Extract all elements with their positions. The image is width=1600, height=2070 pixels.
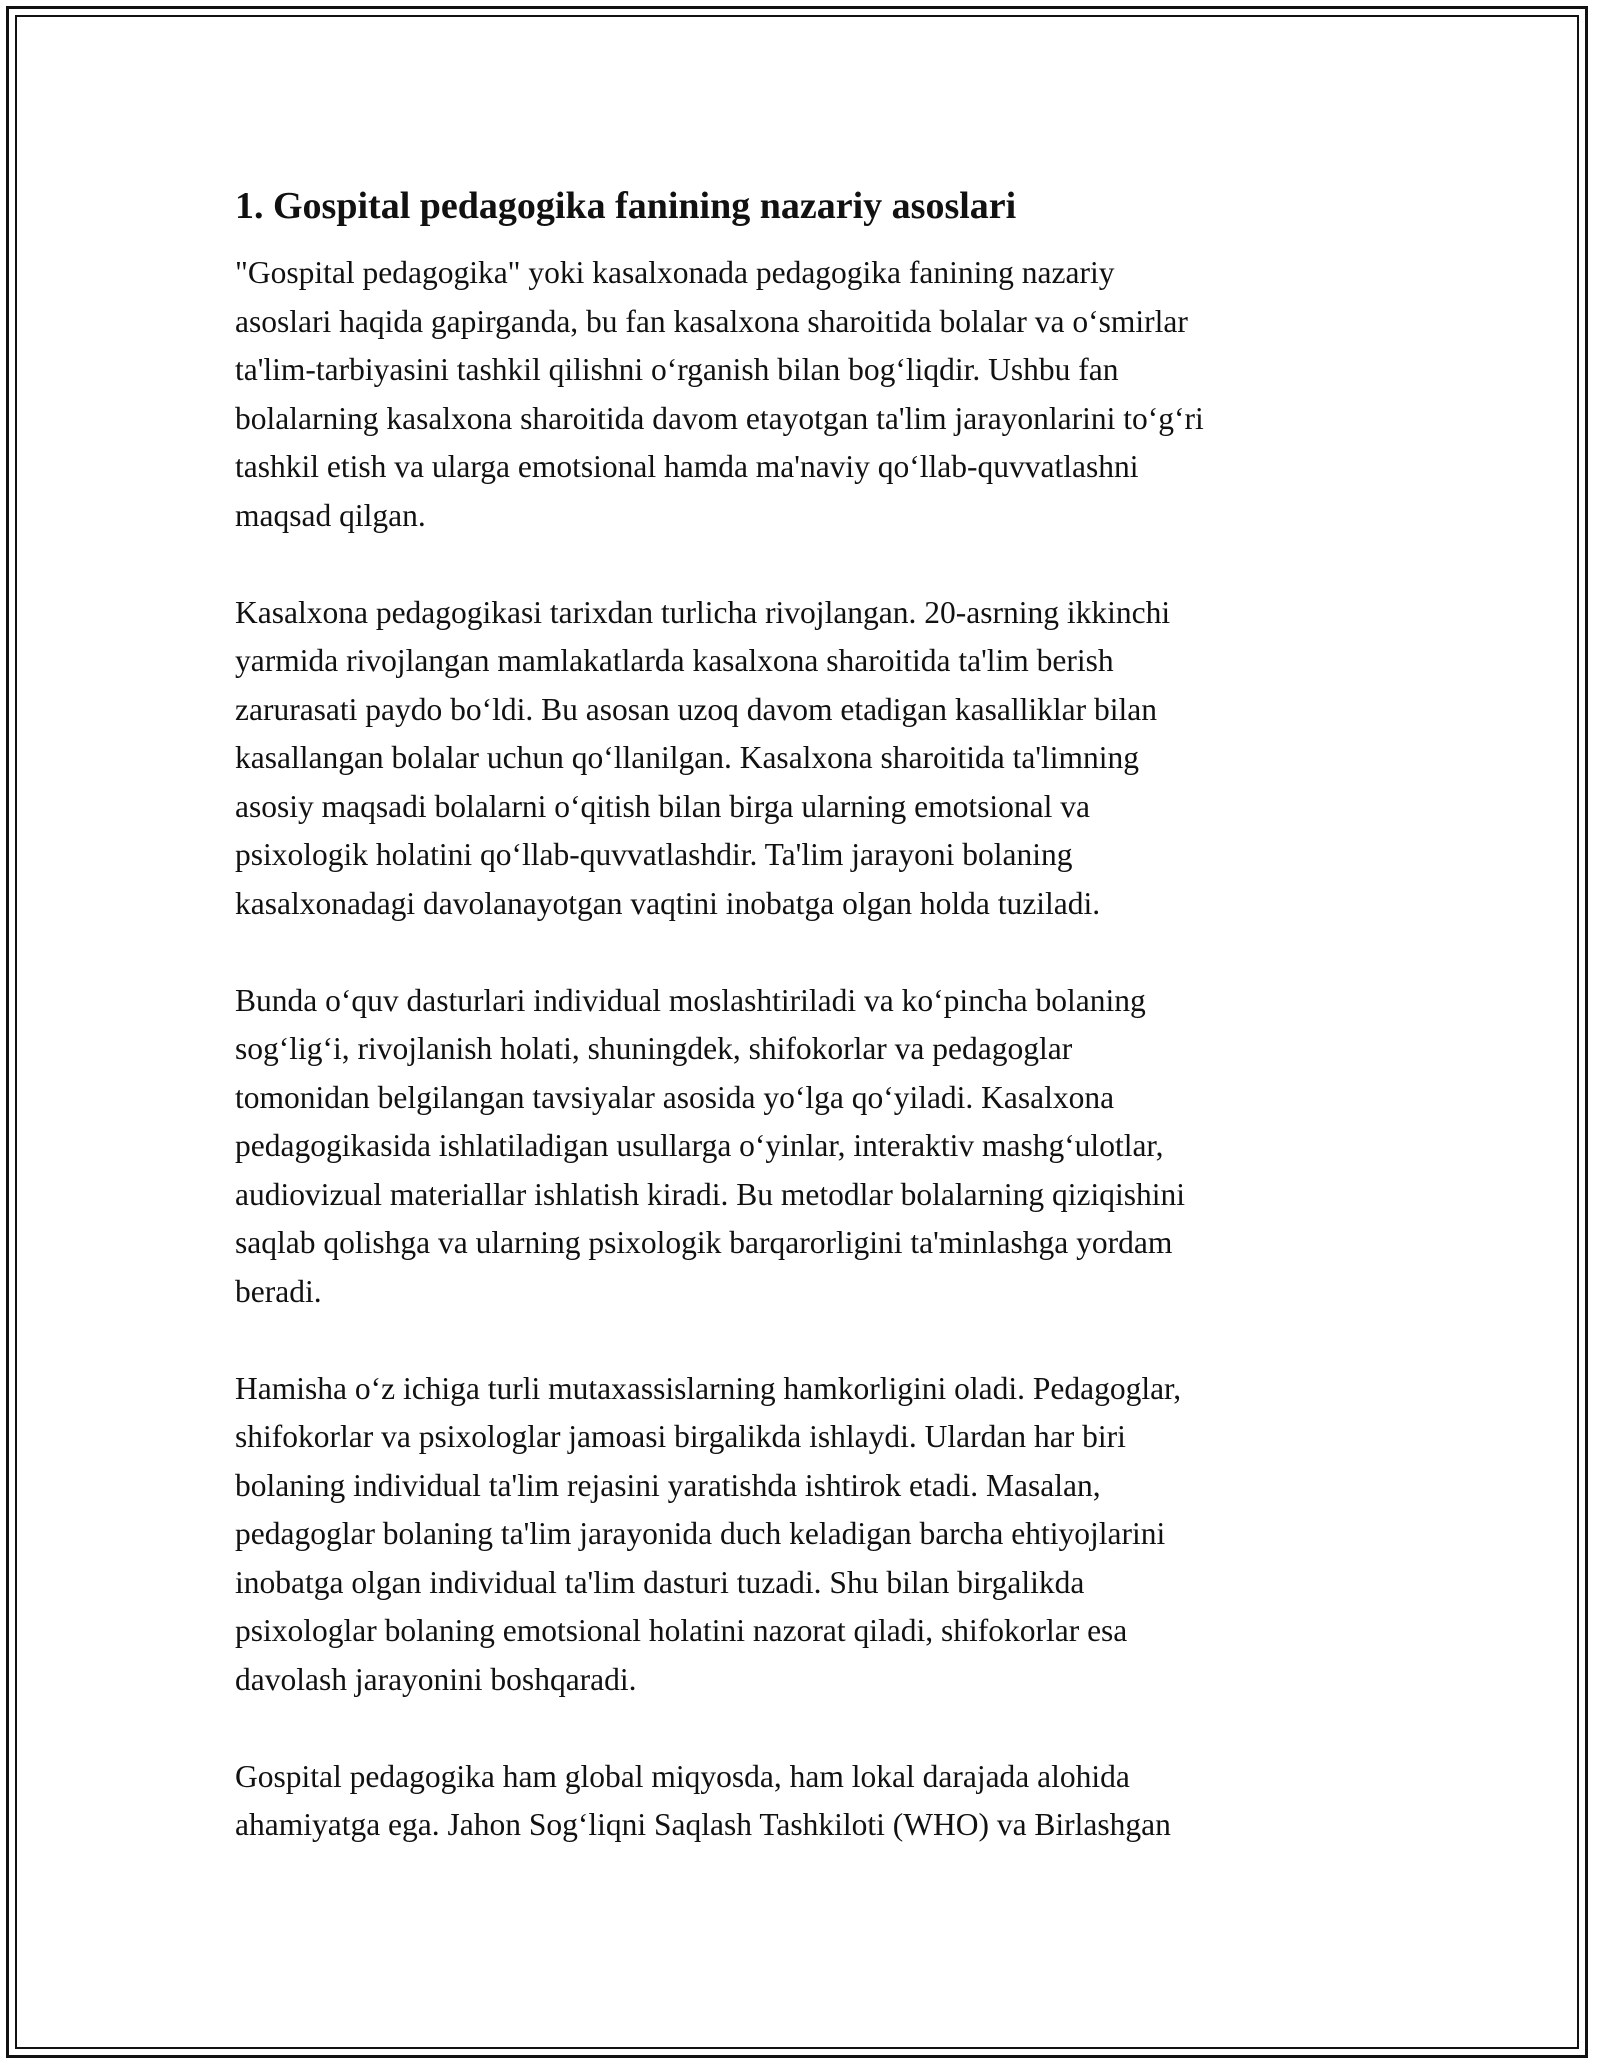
- paragraph-line: asosiy maqsadi bolalarni o‘qitish bilan birga ularning emotsional va: [235, 788, 1091, 824]
- paragraph-1: [235, 249, 1380, 540]
- paragraph-line: audiovizual materiallar ishlatish kiradi. Bu metodlar bolalarning qiziqishini: [235, 1176, 1186, 1212]
- paragraph-line: sog‘lig‘i, rivojlanish holati, shuningdek, shifokorlar va pedagoglar: [235, 1031, 1073, 1067]
- paragraph-line: saqlab qolishga va ularning psixologik barqarorligini ta'minlashga yordam: [235, 1225, 1173, 1261]
- paragraph-line: bolalarning kasalxona sharoitida davom etayotgan ta'lim jarayonlarini to‘g‘ri: [235, 400, 1204, 436]
- paragraph-line: maqsad qilgan.: [235, 497, 426, 533]
- page-title: 1. Gospital pedagogika fanining nazariy asoslari: [235, 185, 1017, 227]
- paragraph-5: [235, 1753, 1380, 1850]
- paragraph-line: zarurasati paydo bo‘ldi. Bu asosan uzoq davom etadigan kasalliklar bilan: [235, 691, 1157, 727]
- paragraph-line: psixologik holatini qo‘llab-quvvatlashdir. Ta'lim jarayoni bolaning: [235, 837, 1073, 873]
- paragraph-line: ta'lim-tarbiyasini tashkil qilishni o‘rganish bilan bog‘liqdir. Ushbu fan: [235, 352, 1119, 388]
- paragraph-line: "Gospital pedagogika" yoki kasalxonada pedagogika fanining nazariy: [235, 255, 1115, 291]
- paragraph-line: yarmida rivojlangan mamlakatlarda kasalxona sharoitida ta'lim berish: [235, 643, 1114, 679]
- paragraph-line: ahamiyatga ega. Jahon Sog‘liqni Saqlash Tashkiloti (WHO) va Birlashgan: [235, 1807, 1171, 1843]
- paragraph-line: Gospital pedagogika ham global miqyosda, ham lokal darajada alohida: [235, 1758, 1130, 1794]
- paragraph-4: [235, 1365, 1380, 1705]
- paragraph-3: [235, 977, 1380, 1317]
- page-content: [235, 182, 1380, 1898]
- paragraph-line: Hamisha o‘z ichiga turli mutaxassislarning hamkorligini oladi. Pedagoglar,: [235, 1370, 1182, 1406]
- paragraph-line: Bunda o‘quv dasturlari individual moslashtiriladi va ko‘pincha bolaning: [235, 982, 1146, 1018]
- paragraph-line: shifokorlar va psixologlar jamoasi birgalikda ishlaydi. Ulardan har biri: [235, 1419, 1126, 1455]
- paragraph-line: tomonidan belgilangan tavsiyalar asosida yo‘lga qo‘yiladi. Kasalxona: [235, 1079, 1115, 1115]
- paragraph-line: bolaning individual ta'lim rejasini yaratishda ishtirok etadi. Masalan,: [235, 1467, 1101, 1503]
- paragraph-line: inobatga olgan individual ta'lim dasturi tuzadi. Shu bilan birgalikda: [235, 1564, 1085, 1600]
- paragraph-line: pedagogikasida ishlatiladigan usullarga o‘yinlar, interaktiv mashg‘ulotlar,: [235, 1128, 1164, 1164]
- paragraph-line: asoslari haqida gapirganda, bu fan kasalxona sharoitida bolalar va o‘smirlar: [235, 303, 1188, 339]
- paragraph-line: kasalxonadagi davolanayotgan vaqtini inobatga olgan holda tuziladi.: [235, 885, 1101, 921]
- paragraph-line: psixologlar bolaning emotsional holatini nazorat qiladi, shifokorlar esa: [235, 1613, 1128, 1649]
- paragraph-line: Kasalxona pedagogikasi tarixdan turlicha rivojlangan. 20-asrning ikkinchi: [235, 594, 1171, 630]
- paragraph-line: pedagoglar bolaning ta'lim jarayonida duch keladigan barcha ehtiyojlarini: [235, 1516, 1166, 1552]
- paragraph-line: tashkil etish va ularga emotsional hamda ma'naviy qo‘llab-quvvatlashni: [235, 449, 1139, 485]
- paragraph-2: [235, 589, 1380, 929]
- paragraph-line: davolash jarayonini boshqaradi.: [235, 1661, 637, 1697]
- paragraph-line: beradi.: [235, 1273, 322, 1309]
- paragraph-line: kasallangan bolalar uchun qo‘llanilgan. Kasalxona sharoitida ta'limning: [235, 740, 1140, 776]
